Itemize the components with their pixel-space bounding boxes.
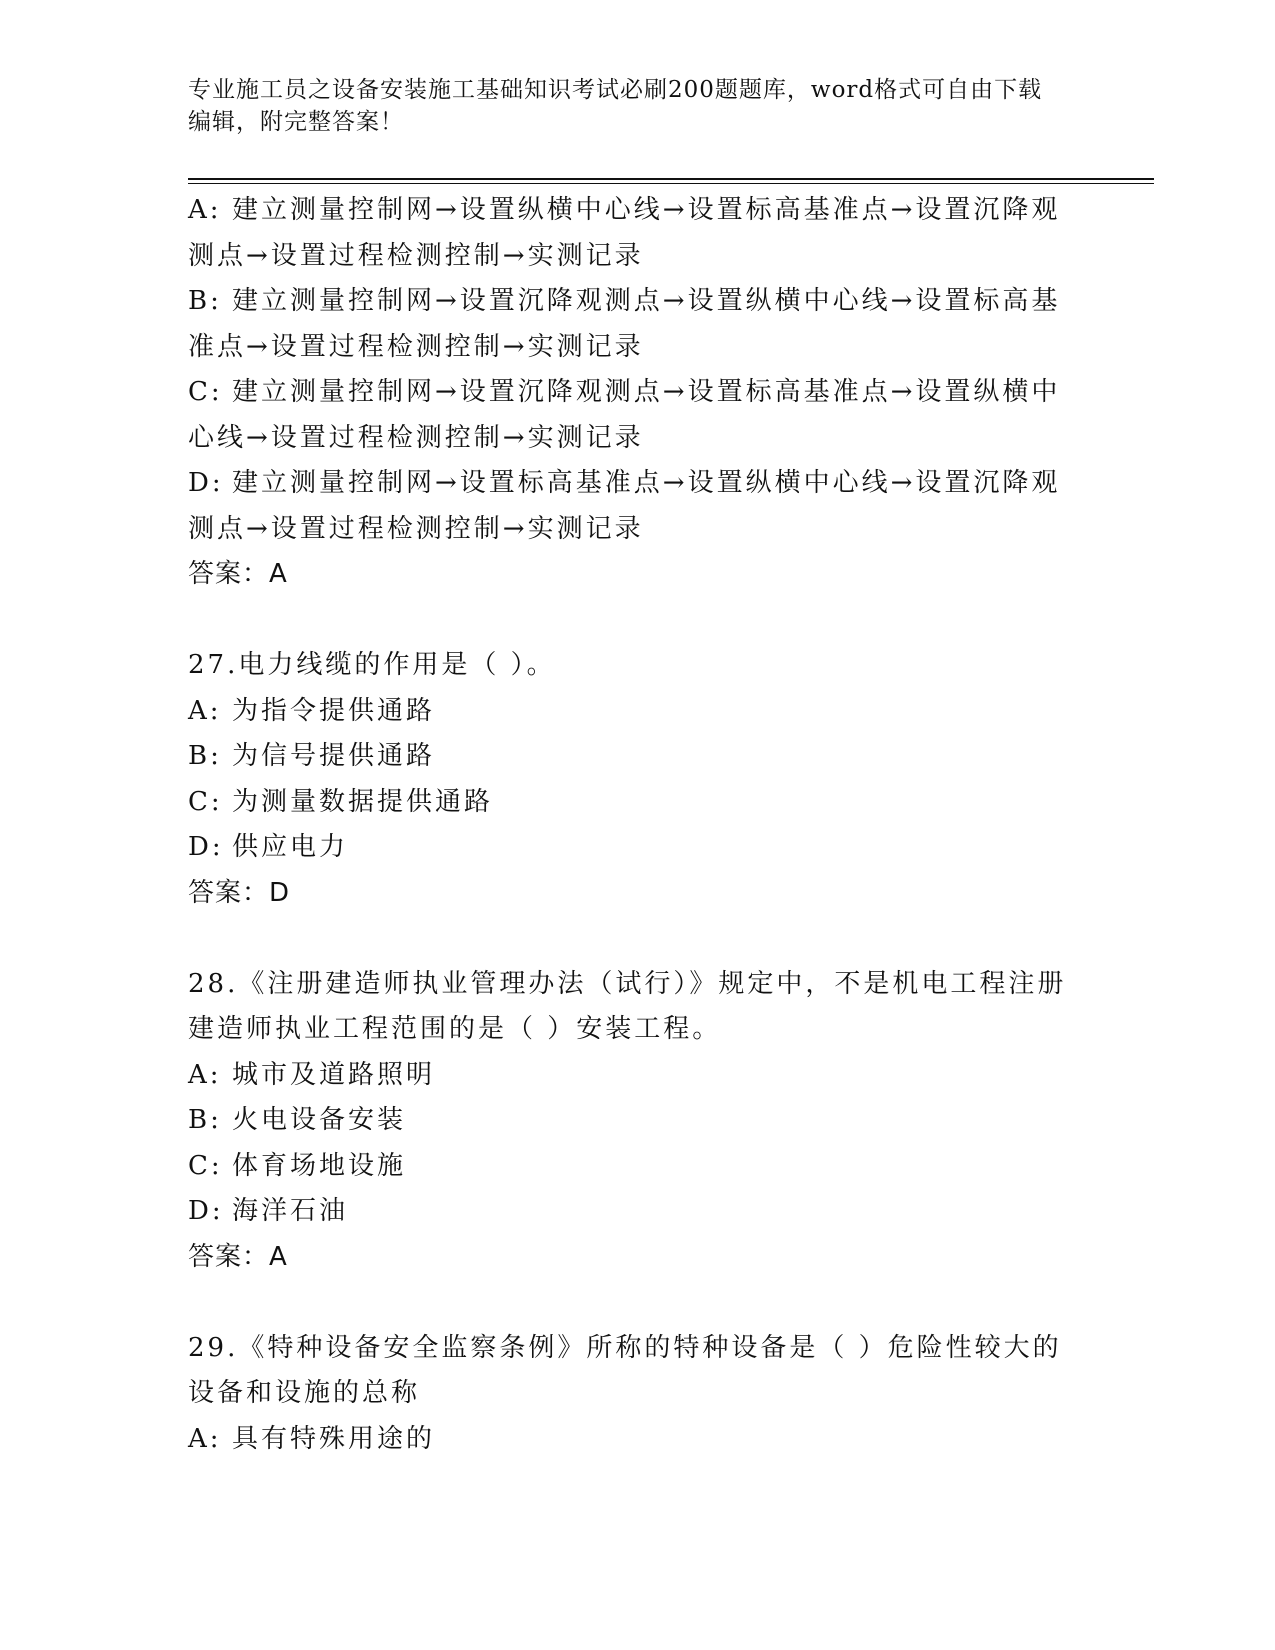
option-text: 具有特殊用途的 bbox=[232, 1423, 436, 1454]
option-text-continued: 测点→设置过程检测控制→实测记录 bbox=[188, 240, 644, 271]
spacer bbox=[188, 598, 1078, 644]
option-text-continued: 心线→设置过程检测控制→实测记录 bbox=[188, 422, 644, 453]
option-a bbox=[188, 188, 1078, 279]
header-title-line-1: 专业施工员之设备安装施工基础知识考试必刷200题题库，word格式可自由下载 bbox=[188, 77, 1043, 103]
question-text: 27.电力线缆的作用是（ ）。 bbox=[188, 650, 556, 680]
option-label: A: bbox=[188, 195, 222, 225]
option-text: 海洋石油 bbox=[232, 1196, 349, 1226]
option-text: 供应电力 bbox=[232, 832, 349, 862]
option-text: 火电设备安装 bbox=[232, 1105, 407, 1135]
question-29 bbox=[188, 1326, 1078, 1463]
option-line bbox=[188, 279, 1078, 325]
question-27 bbox=[188, 643, 1078, 916]
option-line bbox=[188, 370, 1078, 416]
option-text: 为测量数据提供通路 bbox=[232, 786, 494, 817]
option-label: B: bbox=[188, 741, 222, 771]
question-text: 29.《特种设备安全监察条例》所称的特种设备是（ ）危险性较大的 bbox=[188, 1332, 1062, 1363]
option-text: 为信号提供通路 bbox=[232, 741, 436, 771]
option-label: C: bbox=[188, 1150, 223, 1181]
header-divider-thin bbox=[188, 183, 1154, 184]
option-label: D: bbox=[188, 1196, 224, 1226]
option-d bbox=[188, 1189, 1078, 1235]
spacer bbox=[188, 916, 1078, 962]
header-divider-thick bbox=[188, 178, 1154, 180]
option-c bbox=[188, 370, 1078, 461]
answer: 答案：A bbox=[188, 559, 288, 589]
option-text: 城市及道路照明 bbox=[232, 1059, 436, 1090]
option-label: B: bbox=[188, 286, 222, 316]
option-b bbox=[188, 279, 1078, 370]
option-text: 建立测量控制网→设置沉降观测点→设置纵横中心线→设置标高基 bbox=[232, 286, 1061, 316]
question-text-continued: 设备和设施的总称 bbox=[188, 1378, 421, 1408]
option-c bbox=[188, 780, 1078, 826]
document-body bbox=[188, 188, 1078, 1462]
option-label: A: bbox=[188, 1423, 222, 1454]
option-label: A: bbox=[188, 1059, 222, 1090]
option-text: 建立测量控制网→设置标高基准点→设置纵横中心线→设置沉降观 bbox=[232, 468, 1061, 498]
option-label: D: bbox=[188, 832, 224, 862]
option-d bbox=[188, 461, 1078, 552]
option-label: D: bbox=[188, 468, 224, 498]
option-line bbox=[188, 461, 1078, 507]
option-b bbox=[188, 734, 1078, 780]
option-text: 体育场地设施 bbox=[232, 1150, 407, 1181]
option-d bbox=[188, 825, 1078, 871]
option-text: 为指令提供通路 bbox=[232, 695, 436, 726]
option-text: 建立测量控制网→设置纵横中心线→设置标高基准点→设置沉降观 bbox=[232, 195, 1061, 225]
header-title-line-2: 编辑，附完整答案！ bbox=[188, 109, 404, 135]
document-header bbox=[188, 74, 1068, 138]
option-label: B: bbox=[188, 1105, 222, 1135]
option-a bbox=[188, 1417, 1078, 1463]
option-line bbox=[188, 188, 1078, 234]
question-28 bbox=[188, 962, 1078, 1281]
option-label: C: bbox=[188, 377, 223, 407]
option-text-continued: 准点→设置过程检测控制→实测记录 bbox=[188, 331, 644, 362]
option-c bbox=[188, 1144, 1078, 1190]
answer: 答案：A bbox=[188, 1241, 288, 1272]
option-a bbox=[188, 1053, 1078, 1099]
option-label: C: bbox=[188, 786, 223, 817]
question-26 bbox=[188, 188, 1078, 598]
option-text: 建立测量控制网→设置沉降观测点→设置标高基准点→设置纵横中 bbox=[232, 377, 1061, 407]
answer: 答案：D bbox=[188, 877, 291, 908]
option-text-continued: 测点→设置过程检测控制→实测记录 bbox=[188, 513, 644, 544]
spacer bbox=[188, 1280, 1078, 1326]
question-text: 28.《注册建造师执业管理办法（试行）》规定中，不是机电工程注册 bbox=[188, 968, 1067, 999]
option-a bbox=[188, 689, 1078, 735]
option-label: A: bbox=[188, 695, 222, 726]
option-b bbox=[188, 1098, 1078, 1144]
question-text-continued: 建造师执业工程范围的是（ ）安装工程。 bbox=[188, 1014, 722, 1044]
